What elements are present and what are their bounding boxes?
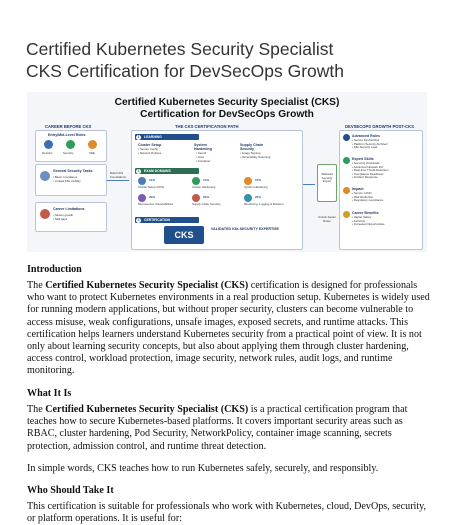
- system-hardening-icon: [244, 177, 252, 185]
- role-security: Security: [63, 151, 74, 155]
- benefits-icon: [343, 211, 350, 218]
- career-limits-title: Career Limitations: [53, 207, 85, 211]
- learn-col-item: • Vulnerability Scanning: [240, 155, 271, 159]
- advanced-role-item: • Platform Security Architect: [352, 141, 388, 146]
- learn-col-item: • Host: [196, 155, 204, 159]
- domain-pct: 20%: [149, 195, 156, 199]
- domain-name: Supply Chain Security: [192, 202, 221, 206]
- infographic-title-line2: Certification for DevSecOps Growth: [140, 108, 314, 120]
- general-tasks-box: [35, 164, 107, 196]
- domain-name: Cluster Hardening: [192, 185, 216, 189]
- domain-pct: 20%: [203, 195, 210, 199]
- role-devops: DevOps: [42, 151, 53, 155]
- domain-name: Microservice Vulnerabilities: [138, 202, 173, 206]
- right-column-heading: DEVSECOPS GROWTH POST-CKS: [345, 124, 414, 129]
- domain-pct: 15%: [203, 178, 210, 182]
- domain-pct: 15%: [255, 178, 262, 182]
- domain-name: Monitoring, Logging & Runtime: [244, 202, 284, 206]
- validated-tag-text: Validated Security Expert: [321, 172, 333, 184]
- roles-icon: [343, 134, 350, 141]
- learn-col-item: • Container: [196, 159, 211, 163]
- tasks-icon: [40, 171, 50, 181]
- learn-col-item: • Image Signing: [240, 151, 261, 155]
- career-benefits-title: Career Benefits: [352, 211, 379, 215]
- limit-icon: [40, 209, 50, 219]
- growth-panel: [339, 130, 423, 250]
- advanced-roles-title: Advanced Roles: [352, 134, 380, 138]
- career-limits-box: [35, 202, 107, 232]
- entry-roles-title: Entry/Mid-Level Roles: [48, 133, 86, 137]
- impact-item: • Secure CI/CD: [352, 191, 372, 195]
- step-number: 2: [137, 168, 140, 173]
- learn-col-title: Supply Chain Security: [240, 143, 263, 151]
- step-exam-domains: 2 EXAM DOMAINS: [135, 168, 199, 174]
- page-title-line2: CKS Certification for DevSecOps Growth: [26, 61, 345, 81]
- impact-title: Impact: [352, 187, 364, 191]
- domain-name: Cluster Setup (CKS): [138, 185, 165, 189]
- general-task-item: • Basic compliance: [53, 175, 78, 179]
- learn-col-item: • Network Policies: [138, 151, 162, 155]
- validated-tag: [317, 164, 337, 202]
- impact-icon: [343, 187, 350, 194]
- domain-name: System Hardening: [244, 185, 268, 189]
- infographic-title-line1: Certified Kubernetes Security Specialist (CKS): [114, 97, 340, 108]
- general-task-item: • Limited K8s visibility: [53, 179, 81, 183]
- general-tasks-title: General Security Tasks: [53, 169, 93, 173]
- page-title: [26, 38, 436, 82]
- cks-badge: CKS: [164, 226, 204, 244]
- expert-skill-item: • Securing Workloads: [352, 161, 380, 165]
- impact-item: • Risk Reduction: [352, 194, 374, 199]
- sre-icon: [88, 140, 97, 149]
- section-heading-introduction: Introduction: [27, 264, 82, 275]
- section-heading-who-should: Who Should Take It: [27, 485, 114, 496]
- supply-chain-icon: [192, 194, 200, 202]
- page-title-line1: Certified Kubernetes Security Specialist: [26, 39, 334, 59]
- learn-col-title: System Hardening: [194, 143, 212, 151]
- role-sre: SRE: [89, 151, 95, 155]
- learn-col-title: Cluster Setup: [138, 143, 162, 147]
- infographic-title: [27, 97, 427, 120]
- cks-path-panel: [131, 130, 303, 250]
- step-number: 1: [137, 134, 140, 139]
- left-column-heading: CAREER BEFORE CKS: [45, 124, 92, 129]
- monitoring-icon: [244, 194, 252, 202]
- cluster-setup-icon: [138, 177, 146, 185]
- learn-col-item: • Kernel: [196, 151, 207, 155]
- security-icon: [66, 140, 75, 149]
- impact-item: • Regulatory compliance: [352, 198, 384, 202]
- learn-col-item: • Secure Config: [138, 147, 159, 151]
- expert-skill-item: • Real-time Threat Detection: [352, 168, 389, 172]
- left-arrow: [107, 180, 129, 181]
- section-heading-what-it-is: What It Is: [27, 388, 72, 399]
- what-it-is-paragraph: The Certified Kubernetes Security Specialist (CKS) is a practical certification program that teaches how to secure Kubernetes-based platforms. It covers important security areas such as RBAC, cluster hardening, Pod Security, NetworkPolicy, container image scanning, secrets protection, admission control, and runtime threat detection.: [27, 404, 408, 452]
- middle-arrow: [303, 184, 315, 185]
- career-benefit-item: • Higher Salary: [352, 215, 372, 219]
- infographic: [27, 92, 427, 252]
- simple-words-paragraph: In simple words, CKS teaches how to run Kubernetes safely, securely, and responsibly.: [27, 463, 379, 474]
- career-limit-item: • Slower growth: [53, 213, 74, 217]
- build-foundations-label: Build CKS Foundations: [110, 171, 126, 179]
- advanced-role-item: • K8s Security Lead: [352, 145, 378, 149]
- expert-skill-item: • Incident Response: [352, 175, 378, 179]
- career-benefit-item: • Authority: [352, 218, 366, 223]
- middle-column-heading: THE CKS CERTIFICATION PATH: [175, 124, 239, 129]
- expert-skill-item: • Advanced Network Pol: [352, 164, 383, 169]
- expert-skill-item: • Compliance Readiness: [352, 171, 384, 176]
- step-number: 3: [137, 217, 140, 222]
- expert-skills-title: Expert Skills: [352, 157, 374, 161]
- entry-roles-box: [35, 130, 107, 162]
- career-limit-item: • Skill gaps: [53, 217, 68, 221]
- skills-icon: [343, 157, 350, 164]
- domain-pct: 20%: [255, 195, 262, 199]
- advanced-role-item: • Secure DevSecOps: [352, 138, 380, 142]
- domain-pct: 10%: [149, 178, 156, 182]
- step-certification: 3 CERTIFICATION: [135, 217, 199, 223]
- microservice-icon: [138, 194, 146, 202]
- cluster-hardening-icon: [192, 177, 200, 185]
- who-should-paragraph: This certification is suitable for professionals who work with Kubernetes, cloud, DevOps, security, or platform operations. It is useful for:: [27, 501, 427, 525]
- intro-paragraph: The Certified Kubernetes Security Specialist (CKS) certification is designed for professionals who want to protect Kubernetes environments in a real production setup. Kubernetes is widely used for running modern applications, but without proper security, clusters can become vulnerable to access misuse, weak configurations, unsafe images, exposed secrets, and runtime attacks. This certification helps learners understand Kubernetes security from a practical point of view. It is not only about learning security concepts, but also about applying them through cluster hardening, access control, workload protection, image security, network rules, audit logs, and runtime monitoring.: [27, 280, 430, 377]
- step-learning: 1 LEARNING: [135, 134, 199, 140]
- career-benefit-item: • Increased Opportunities: [352, 222, 385, 226]
- unlock-senior-roles: Unlock Senior Roles: [318, 215, 336, 223]
- validated-expertise: VALIDATED K8s SECURITY EXPERTISE: [211, 227, 279, 231]
- devops-icon: [44, 140, 53, 149]
